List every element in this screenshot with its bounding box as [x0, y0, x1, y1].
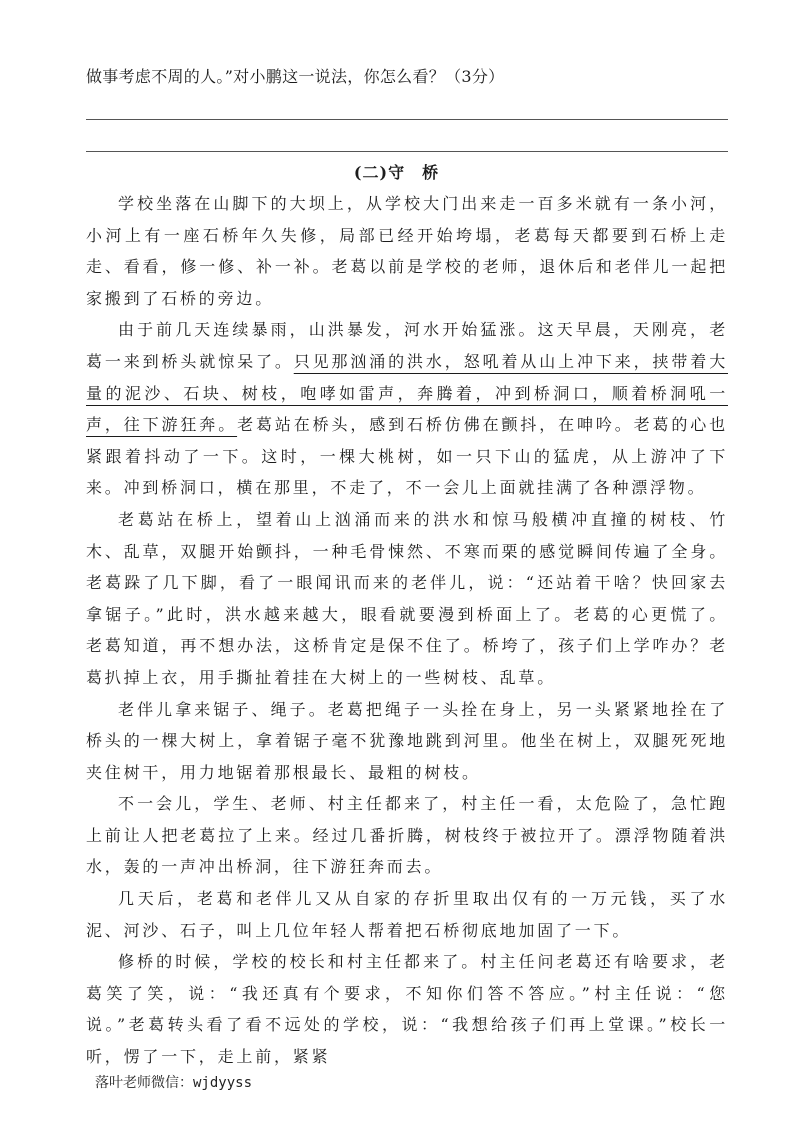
article-body — [86, 188, 728, 1073]
paragraph: 几天后，老葛和老伴儿又从自家的存折里取出仅有的一万元钱，买了水泥、河沙、石子，叫上几位年轻人帮着把石桥彻底地加固了一下。 — [86, 889, 728, 940]
paragraph: 修桥的时候，学校的校长和村主任都来了。村主任问老葛还有啥要求，老葛笑了笑，说：“我还真有个要求，不知你们答不答应。”村主任说：“您说。”老葛转头看了看不远处的学校，说：“我想给孩子们再上堂课。”校长一听，愣了一下，走上前，紧紧 — [86, 952, 728, 1067]
paragraph-text: 由于前几天连续暴雨，山洪暴发，河水开始猛涨。这天早晨，天刚亮，老葛一来到桥头就惊呆了。 — [86, 320, 728, 371]
paragraph-text: 老葛站在桥头，感到石桥仿佛在颤抖，在呻吟。老葛的心也紧跟着抖动了一下。这时，一棵大桃树，如一只下山的猛虎，从上游冲了下来。冲到桥洞口，横在那里，不走了，不一会儿上面就挂满了各种漂浮物。 — [86, 415, 728, 498]
paragraph: 老伴儿拿来锯子、绳子。老葛把绳子一头拴在身上，另一头紧紧地拴在了桥头的一棵大树上，拿着锯子毫不犹豫地跳到河里。他坐在树上，双腿死死地夹住树干，用力地锯着那根最长、最粗的树枝。 — [86, 699, 728, 782]
underlined-sentence: 只见那汹涌的洪水，怒吼着从山上冲下来，挟带着大量的泥沙、石块、树枝，咆哮如雷声，奔腾着，冲到桥洞口，顺着桥洞吼一声，往下游狂奔。 — [86, 351, 728, 435]
answer-line-1 — [86, 119, 728, 120]
footer-watermark: 落叶老师微信：wjdyyss — [95, 1075, 253, 1091]
paragraph: 学校坐落在山脚下的大坝上，从学校大门出来走一百多米就有一条小河，小河上有一座石桥年久失修，局部已经开始垮塌，老葛每天都要到石桥上走走、看看，修一修、补一补。老葛以前是学校的老师，退休后和老伴儿一起把家搬到了石桥的旁边。 — [86, 194, 728, 308]
paragraph: 老葛站在桥上，望着山上汹涌而来的洪水和惊马般横冲直撞的树枝、竹木、乱草，双腿开始颤抖，一种毛骨悚然、不寒而栗的感觉瞬间传遍了全身。老葛跺了几下脚，看了一眼闻讯而来的老伴儿，说：“还站着干啥？快回家去拿锯子。”此时，洪水越来越大，眼看就要漫到桥面上了。老葛的心更慌了。老葛知道，再不想办法，这桥肯定是保不住了。桥垮了，孩子们上学咋办？老葛扒掉上衣，用手撕扯着挂在大树上的一些树枝、乱草。 — [86, 509, 728, 687]
question-text: 做事考虑不周的人。”对小鹏这一说法，你怎么看？（3分） — [86, 67, 505, 86]
section-title: (二)守 桥 — [353, 163, 440, 182]
answer-line-2 — [86, 151, 728, 152]
paragraph — [86, 314, 728, 504]
paragraph: 不一会儿，学生、老师、村主任都来了，村主任一看，太危险了，急忙跑上前让人把老葛拉了上来。经过几番折腾，树枝终于被拉开了。漂浮物随着洪水，轰的一声冲出桥洞，往下游狂奔而去。 — [86, 794, 728, 877]
